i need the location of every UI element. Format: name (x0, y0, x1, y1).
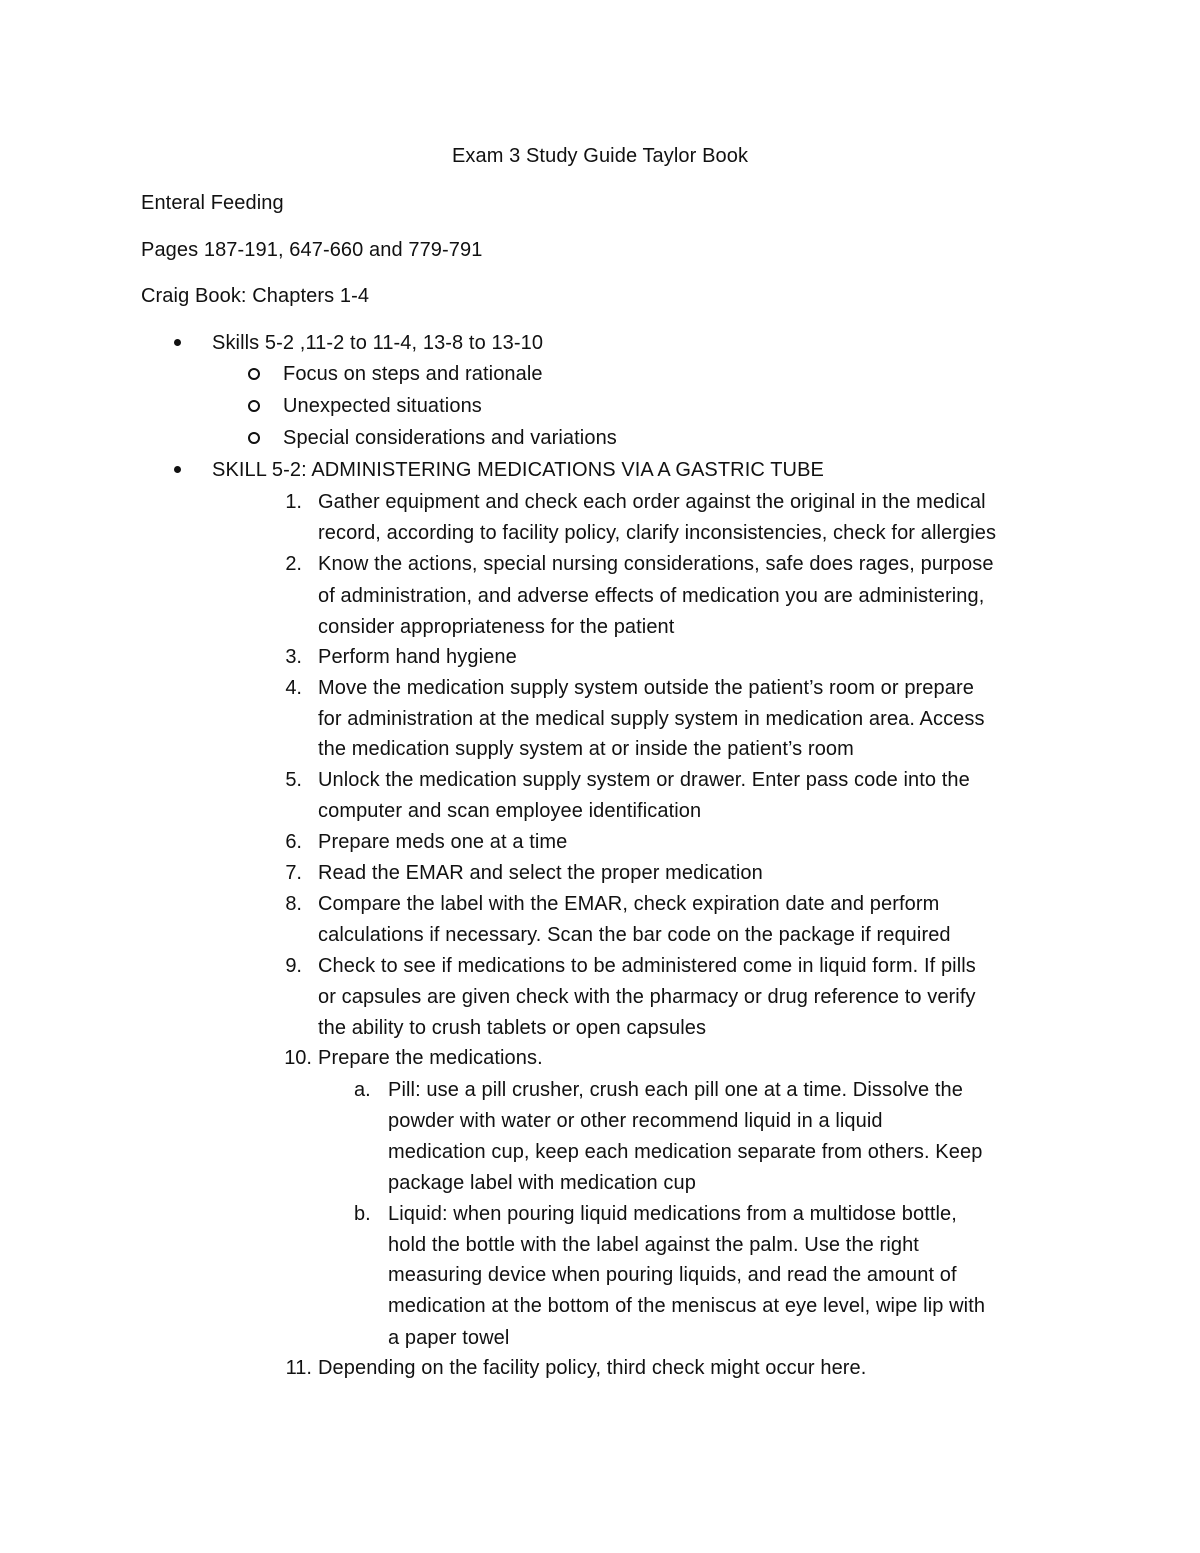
step-text: Gather equipment and check each order against the original in the medical (318, 491, 986, 513)
substep-text: package label with medication cup (388, 1172, 696, 1194)
step-text: Prepare the medications. (318, 1047, 543, 1069)
step-text: Prepare meds one at a time (318, 831, 568, 853)
substep-letter: a. (354, 1079, 371, 1101)
step-text: Perform hand hygiene (318, 646, 517, 668)
step-text: Depending on the facility policy, third check might occur here. (318, 1357, 867, 1379)
sub-bullet-item: Focus on steps and rationale (283, 363, 543, 385)
step-text: consider appropriateness for the patient (318, 616, 675, 638)
sub-bullet-item: Unexpected situations (283, 395, 482, 417)
pages-line: Pages 187-191, 647-660 and 779-791 (141, 239, 483, 261)
substep-text: powder with water or other recommend liquid in a liquid (388, 1110, 883, 1132)
substep-text: hold the bottle with the label against the palm. Use the right (388, 1234, 919, 1256)
step-text: Check to see if medications to be administered come in liquid form. If pills (318, 955, 976, 977)
sub-bullet-icon (248, 368, 260, 380)
substep-text: medication cup, keep each medication separate from others. Keep (388, 1141, 983, 1163)
topic-heading: Enteral Feeding (141, 192, 284, 214)
step-text: Unlock the medication supply system or drawer. Enter pass code into the (318, 769, 970, 791)
step-text: Move the medication supply system outside the patient’s room or prepare (318, 677, 974, 699)
step-number: 7. (285, 862, 302, 884)
substep-text: Pill: use a pill crusher, crush each pill one at a time. Dissolve the (388, 1079, 963, 1101)
step-number: 11. (285, 1357, 312, 1379)
step-text: Compare the label with the EMAR, check expiration date and perform (318, 893, 940, 915)
step-number: 1. (285, 491, 302, 513)
substep-letter: b. (354, 1203, 371, 1225)
step-number: 9. (285, 955, 302, 977)
step-text: record, according to facility policy, clarify inconsistencies, check for allergies (318, 522, 997, 544)
step-number: 3. (285, 646, 302, 668)
step-text: computer and scan employee identification (318, 800, 702, 822)
step-number: 6. (285, 831, 302, 853)
step-text: the ability to crush tablets or open capsules (318, 1017, 707, 1039)
bullet-item: SKILL 5-2: ADMINISTERING MEDICATIONS VIA A GASTRIC TUBE (212, 459, 824, 481)
step-number: 4. (285, 677, 302, 699)
sub-bullet-icon (248, 432, 260, 444)
substep-text: Liquid: when pouring liquid medications from a multidose bottle, (388, 1203, 957, 1225)
step-text: or capsules are given check with the pharmacy or drug reference to verify (318, 986, 976, 1008)
sub-bullet-item: Special considerations and variations (283, 427, 617, 449)
step-number: 10. (284, 1047, 312, 1069)
substep-text: measuring device when pouring liquids, and read the amount of (388, 1264, 957, 1286)
step-text: the medication supply system at or inside the patient’s room (318, 738, 854, 760)
step-number: 2. (285, 553, 302, 575)
craig-book-line: Craig Book: Chapters 1-4 (141, 285, 370, 307)
step-number: 8. (285, 893, 302, 915)
step-text: Know the actions, special nursing considerations, safe does rages, purpose (318, 553, 994, 575)
substep-text: a paper towel (388, 1327, 510, 1349)
step-text: calculations if necessary. Scan the bar code on the package if required (318, 924, 951, 946)
step-text: Read the EMAR and select the proper medication (318, 862, 763, 884)
document-title: Exam 3 Study Guide Taylor Book (451, 145, 749, 167)
bullet-icon (174, 466, 181, 473)
step-number: 5. (285, 769, 302, 791)
sub-bullet-icon (248, 400, 260, 412)
step-text: of administration, and adverse effects of medication you are administering, (318, 585, 985, 607)
step-text: for administration at the medical supply system in medication area. Access (318, 708, 985, 730)
bullet-item: Skills 5-2 ,11-2 to 11-4, 13-8 to 13-10 (212, 332, 544, 354)
bullet-icon (174, 339, 181, 346)
substep-text: medication at the bottom of the meniscus at eye level, wipe lip with (388, 1295, 986, 1317)
